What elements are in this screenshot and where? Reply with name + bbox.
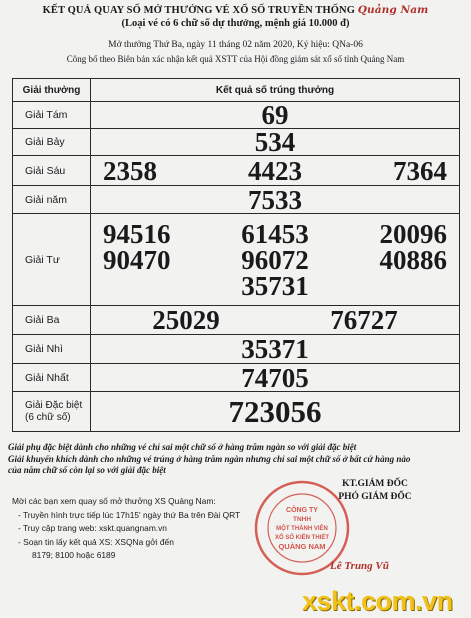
prize-notes — [8, 442, 468, 477]
signature-block — [300, 478, 450, 504]
prize-row-g4 — [13, 214, 460, 306]
prize-number: 2358 — [103, 155, 157, 186]
prize-number: 35731 — [241, 270, 309, 301]
info-sms: - Soạn tin lấy kết quả XS: XSQNa gởi đến — [18, 536, 174, 547]
prize-number: 534 — [91, 129, 460, 156]
prize-row-g1 — [13, 364, 460, 392]
draw-info: Mở thưởng Thứ Ba, ngày 11 tháng 02 năm 2020, Ký hiệu: QNa-06 — [108, 40, 363, 50]
prize-row-g7 — [13, 129, 460, 156]
title-text: KẾT QUẢ QUAY SỐ MỞ THƯỞNG VÉ XỔ SỐ TRUYỀN THỐNG — [42, 5, 355, 16]
info-sms-numbers: 8179; 8100 hoặc 6189 — [32, 550, 116, 560]
prize-number: 74705 — [91, 364, 460, 392]
prize-label: Giải năm — [13, 186, 91, 214]
prize-number: 7364 — [393, 155, 447, 186]
prize-number: 61453 — [241, 218, 309, 249]
note-line: của năm chữ số còn lại so với giải đặc biệt — [8, 465, 166, 475]
prize-number: 25029 — [152, 305, 220, 335]
info-intro: Mời các bạn xem quay số mở thưởng XS Quảng Nam: — [12, 496, 216, 506]
prize-row-g6 — [13, 156, 460, 186]
svg-text:QUẢNG NAM: QUẢNG NAM — [278, 542, 326, 551]
svg-text:CÔNG TY: CÔNG TY — [286, 507, 318, 514]
col-result-header: Kết quả số trúng thưởng — [91, 79, 460, 102]
broadcast-info — [12, 495, 242, 563]
prize-number: 94516 — [103, 218, 171, 249]
prize-label: Giải Bảy — [13, 129, 91, 156]
signer-role-1: KT.GIÁM ĐỐC — [342, 479, 408, 489]
svg-text:TNHH: TNHH — [292, 516, 312, 523]
prize-numbers — [91, 214, 460, 306]
prize-number: 7533 — [91, 186, 460, 214]
announcement: Công bố theo Biên bản xác nhận kết quả XSTT của Hội đồng giám sát xổ số tỉnh Quảng Nam — [66, 54, 405, 64]
prize-numbers — [91, 306, 460, 335]
signer-role-2: PHÓ GIÁM ĐỐC — [338, 492, 412, 502]
prize-number: 69 — [91, 102, 460, 129]
document-subtitle: (Loại vé có 6 chữ số dự thưởng, mệnh giá 10.000 đ) — [121, 18, 350, 29]
info-web: - Truy cập trang web: xskt.quangnam.vn — [18, 523, 167, 533]
note-line: Giải khuyến khích dành cho những vé trúng ở hàng trăm ngàn nhưng chỉ sai một chữ số ở bất cứ hàng nào — [8, 453, 411, 464]
prize-number: 40886 — [379, 244, 447, 275]
prize-numbers — [91, 156, 460, 186]
prize-row-special — [13, 392, 460, 432]
title-brand: Quảng Nam — [357, 4, 429, 16]
svg-text:MỘT THÀNH VIÊN: MỘT THÀNH VIÊN — [276, 526, 328, 532]
note-line: Giải phụ đặc biệt dành cho những vé chỉ sai một chữ số ở hàng trăm ngàn so với giải đặc biệt — [8, 442, 357, 452]
col-prize-header: Giải thưởng — [13, 79, 91, 102]
prize-number: 4423 — [248, 155, 302, 186]
prize-label: Giải Tư — [13, 214, 91, 306]
prize-row-g2 — [13, 335, 460, 364]
prize-label: Giải Sáu — [13, 156, 91, 186]
prize-label: Giải Ba — [13, 306, 91, 335]
results-table — [12, 78, 460, 432]
document-title — [0, 4, 471, 16]
prize-number: 96072 — [241, 244, 309, 275]
prize-row-g5 — [13, 186, 460, 214]
info-tv: - Truyền hình trực tiếp lúc 17h15' ngày thứ Ba trên Đài QRT — [18, 509, 241, 520]
prize-number: 20096 — [379, 218, 447, 249]
svg-text:XỔ SỐ KIẾN THIẾT: XỔ SỐ KIẾN THIẾT — [274, 535, 330, 541]
watermark: xskt.com.vn — [302, 586, 453, 616]
prize-row-g8 — [13, 102, 460, 129]
signer-name: Lê Trung Vũ — [330, 560, 389, 572]
prize-row-g3 — [13, 306, 460, 335]
prize-number: 76727 — [330, 305, 398, 335]
special-prize-number: 723056 — [91, 392, 460, 432]
prize-label: Giải Tám — [13, 102, 91, 129]
prize-label: Giải Nhất — [13, 364, 91, 392]
table-header-row — [13, 79, 460, 102]
prize-label: Giải Đặc biệt (6 chữ số) — [13, 392, 91, 432]
prize-number: 35371 — [91, 335, 460, 364]
prize-number: 90470 — [103, 244, 171, 275]
prize-label: Giải Nhì — [13, 335, 91, 364]
